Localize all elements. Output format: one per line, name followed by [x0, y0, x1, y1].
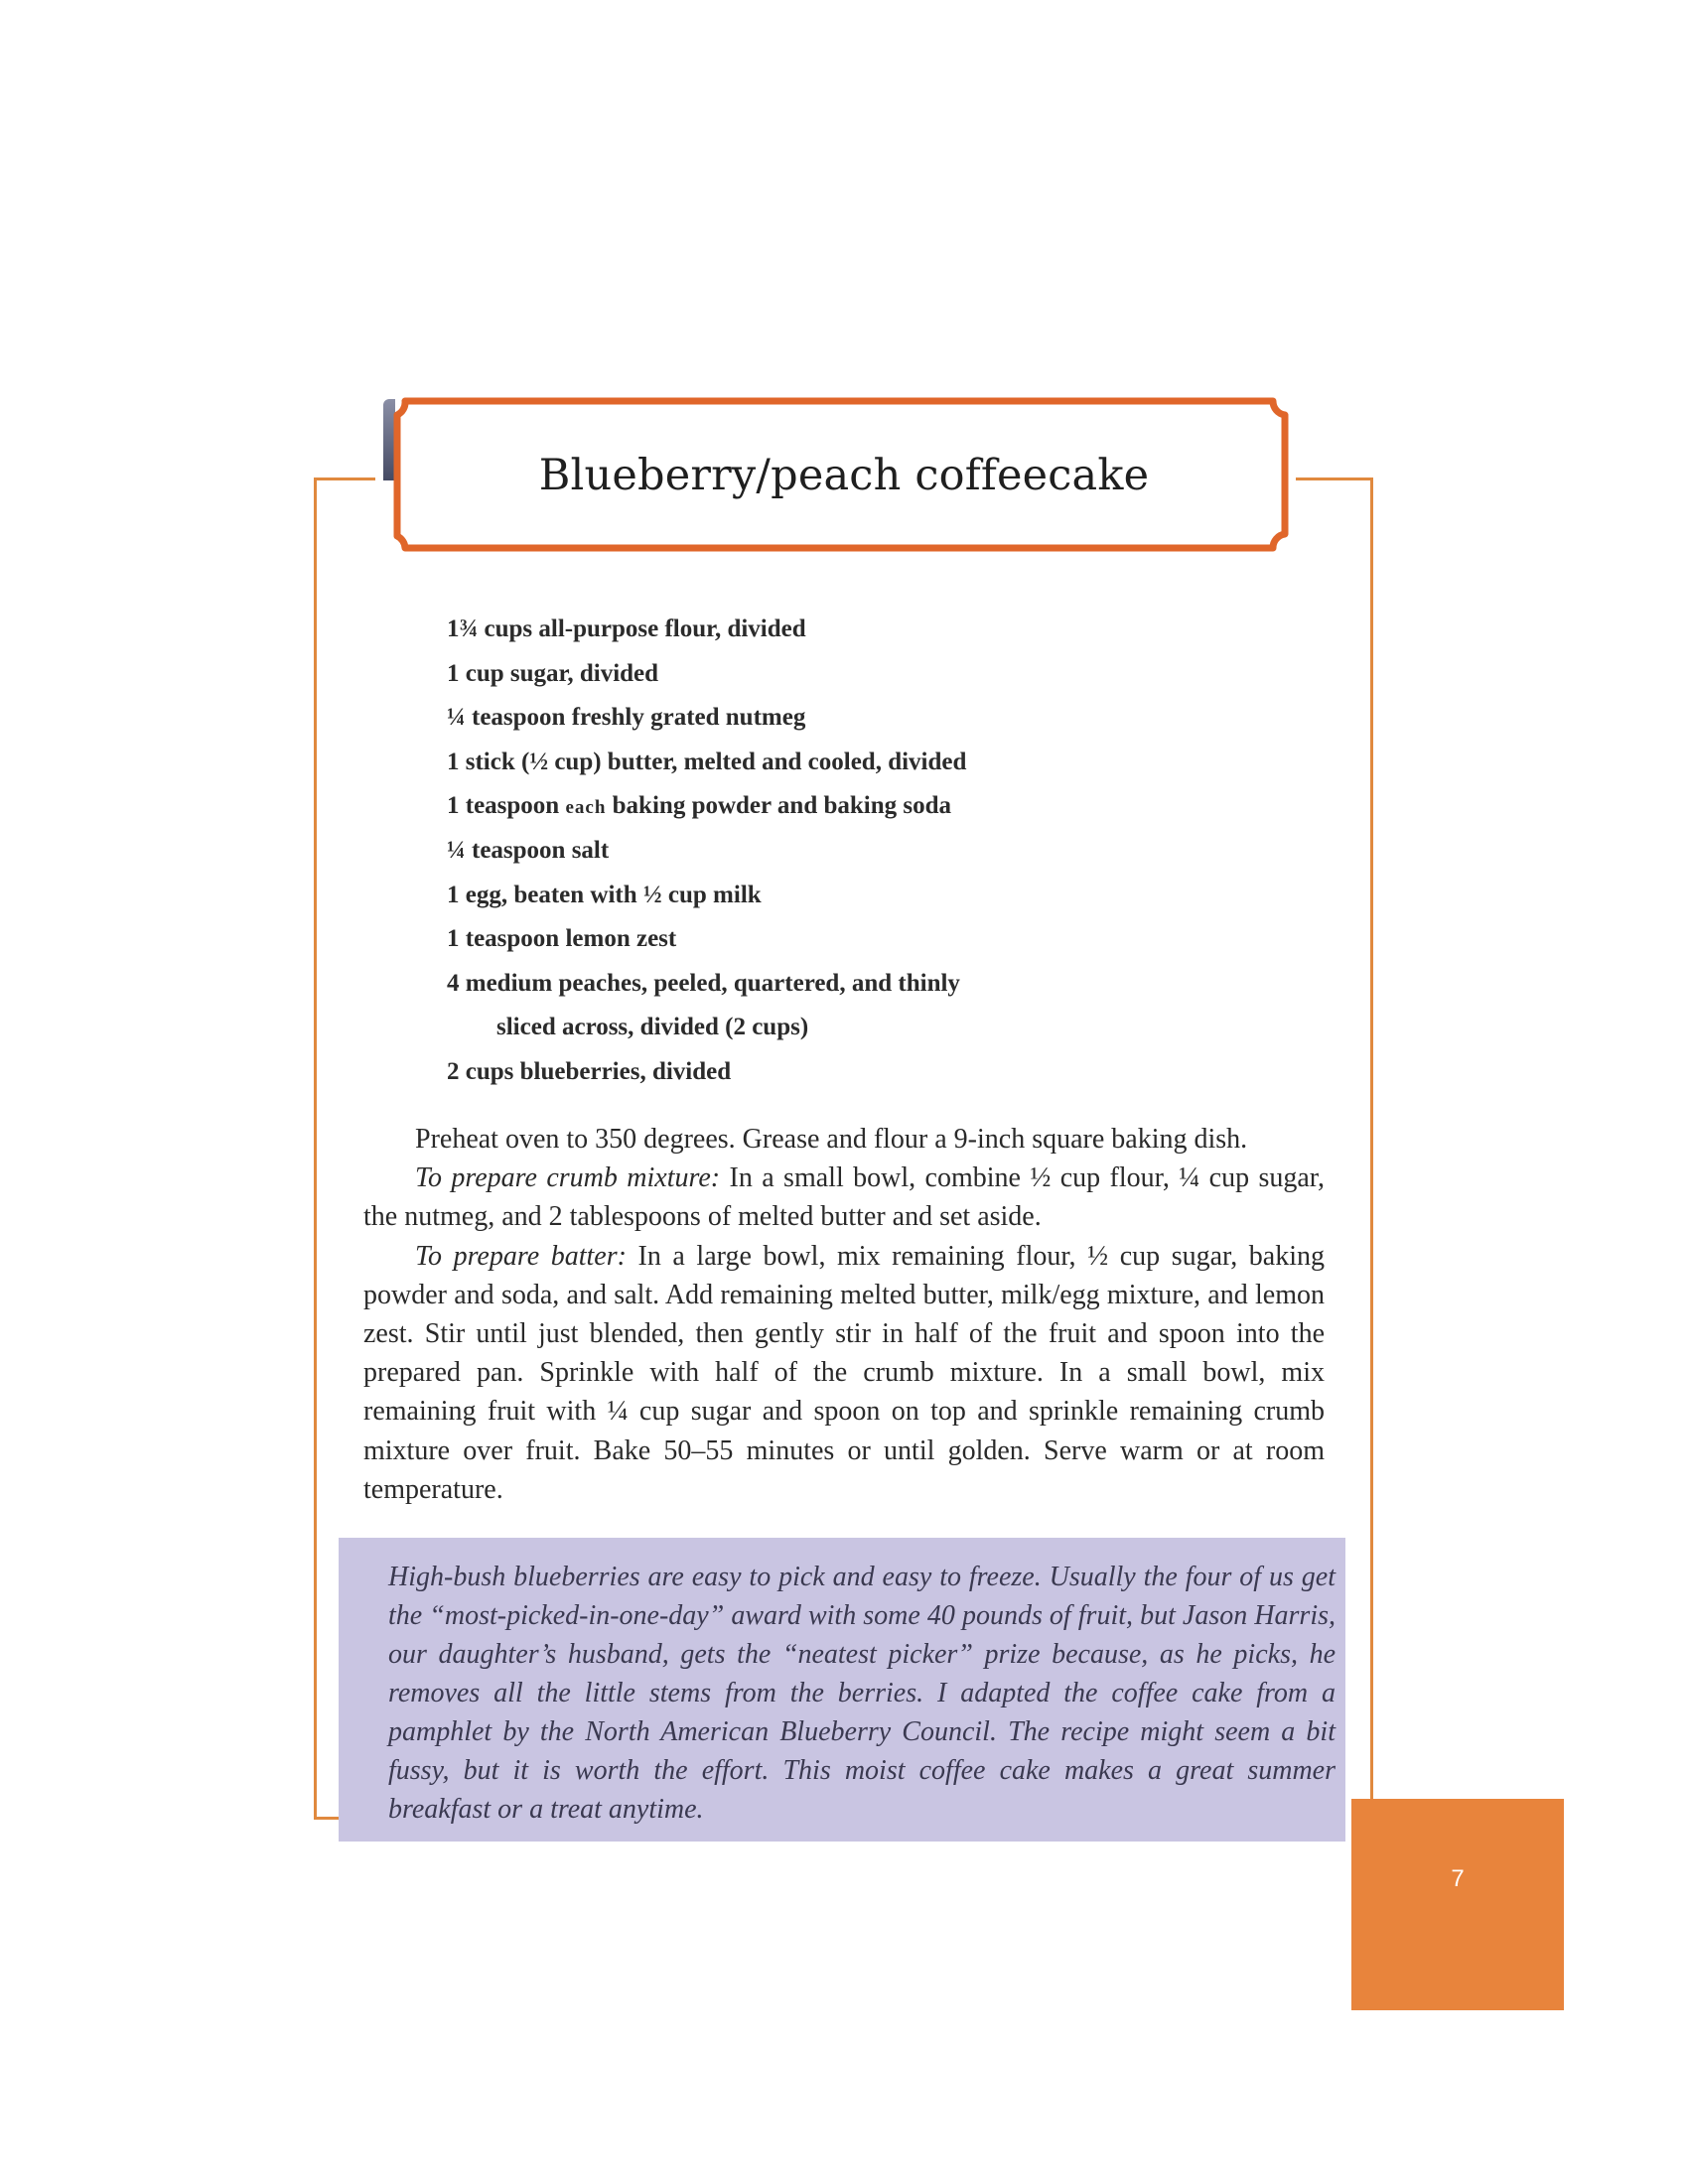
ingredient-item: 1 cup sugar, divided: [447, 659, 659, 687]
ingredient-item: ¼ teaspoon freshly grated nutmeg: [447, 704, 806, 732]
method-batter-label: To prepare batter:: [415, 1240, 627, 1272]
page-number-tab: [1351, 1799, 1564, 2010]
method-preheat: Preheat oven to 350 degrees. Grease and flour a 9-inch square baking dish.: [415, 1124, 1248, 1155]
ingredient-item: 2 cups blueberries, divided: [447, 1057, 732, 1085]
recipe-note-box: [339, 1538, 1345, 1842]
ingredient-item: 1 stick (½ cup) butter, melted and cooled, divided: [447, 748, 967, 775]
ingredient-item: 4 medium peaches, peeled, quartered, and thinly: [447, 969, 960, 997]
method-crumb-text: In a small bowl, combine ½ cup flour, ¼ cup sugar, the nutmeg, and 2 tablespoons of melted butter and set aside.: [363, 1162, 1325, 1233]
ingredient-item-continued: sliced across, divided (2 cups): [496, 1014, 809, 1041]
recipe-title: Blueberry/peach coffeecake: [538, 451, 1150, 500]
recipe-method: [363, 1120, 1325, 1509]
ingredient-each: each: [565, 797, 607, 819]
ingredient-rest: baking powder and baking soda: [612, 792, 952, 820]
method-crumb: [363, 1159, 1325, 1236]
method-crumb-label: To prepare crumb mixture:: [415, 1162, 721, 1194]
recipe-note-text: High-bush blueberries are easy to pick and easy to freeze. Usually the four of us get the “most-picked-in-one-day” award with some 40 pounds of fruit, but Jason Harris, our daughter’s husband, gets the “neatest picker” prize because, as he picks, he removes all the little stems from the berries. I adapted the coffee cake from a pamphlet by the North American Blueberry Council. The recipe might seem a bit fussy, but it is worth the effort. This moist coffee cake makes a great summer breakfast or a treat anytime.: [388, 1562, 1336, 1825]
ingredient-item: [447, 784, 966, 829]
method-batter: [363, 1237, 1325, 1509]
page-number: 7: [1451, 1865, 1465, 1892]
ingredient-item: ¼ teaspoon salt: [447, 836, 610, 864]
ingredient-list: [447, 608, 966, 1095]
ingredient-item: 1 egg, beaten with ½ cup milk: [447, 881, 762, 908]
ingredient-item: 1 teaspoon lemon zest: [447, 925, 677, 953]
ingredient-item: 1¾ cups all-purpose flour, divided: [447, 615, 806, 642]
ingredient-amount: 1 teaspoon: [447, 792, 560, 820]
method-batter-text: In a large bowl, mix remaining flour, ½ cup sugar, baking powder and soda, and salt. Add remaining melted butter, milk/egg mixture, and lemon zest. Stir until just blended, then gently stir in half of the fruit and spoon into the prepared pan. Sprinkle with half of the crumb mixture. In a small bowl, mix remaining fruit with ¼ cup sugar and spoon on top and sprinkle remaining crumb mixture over fruit. Bake 50–55 minutes or until golden. Serve warm or at room temperature.: [363, 1240, 1326, 1505]
